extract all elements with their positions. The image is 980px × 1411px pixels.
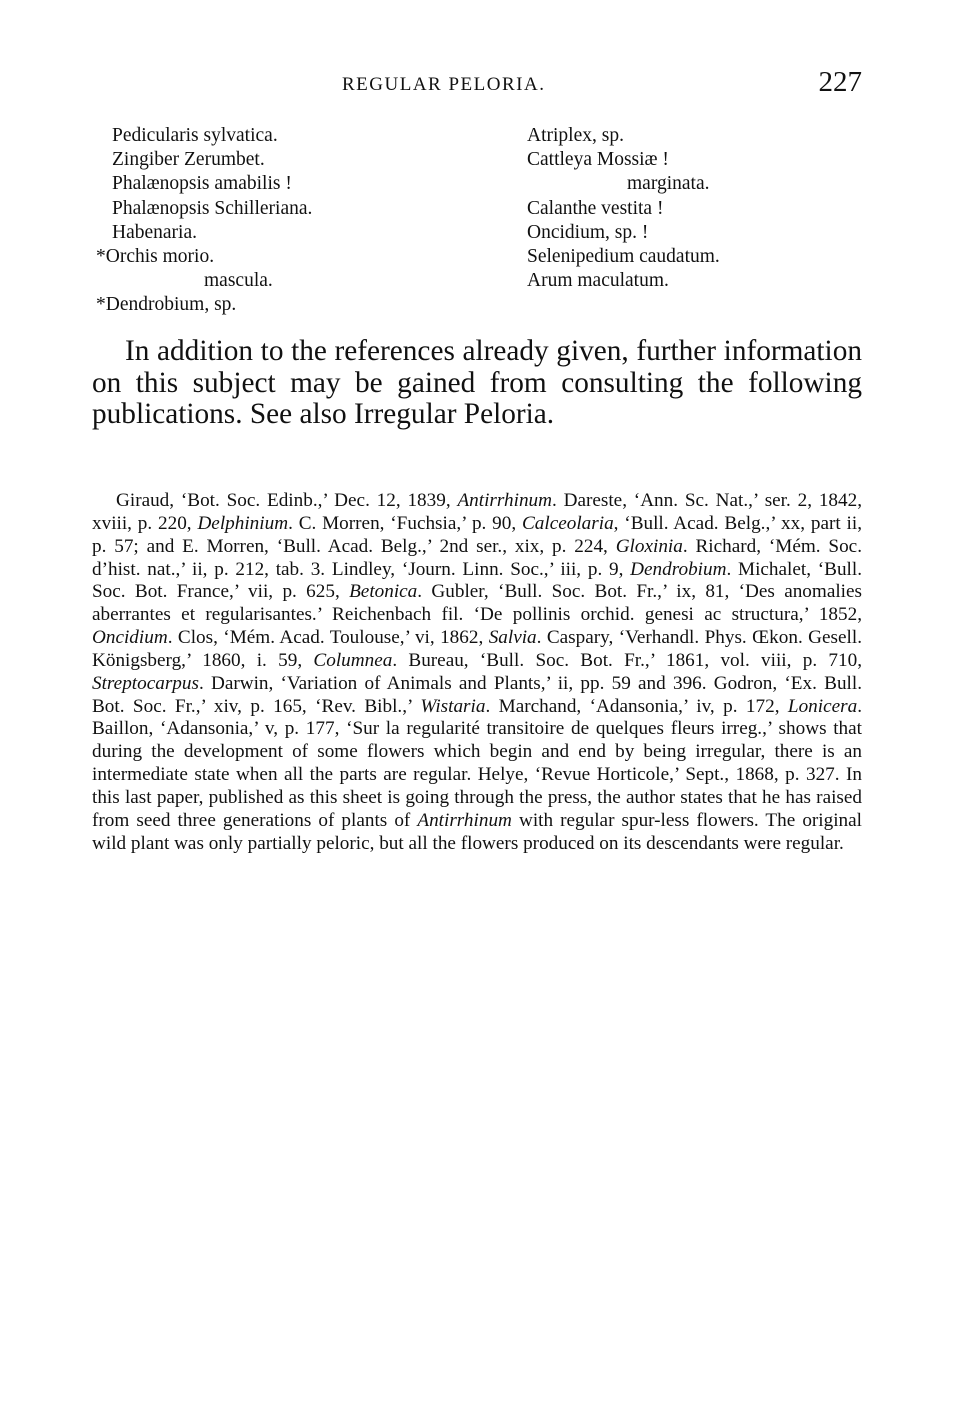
intro-paragraph: In addition to the references already given, further information on this subject may be gained from consulting the following publications. See also Irregular Peloria.	[92, 335, 862, 430]
species-entry: Atriplex, sp.	[527, 125, 624, 146]
species-column-right	[527, 124, 872, 293]
ref-text: . Bureau, ‘Bull. Soc. Bot. Fr.,’ 1861, vol. viii, p. 710,	[392, 649, 862, 671]
ref-italic: Calceolaria	[522, 512, 614, 534]
ref-text: . C. Morren, ‘Fuchsia,’ p. 90,	[288, 512, 522, 534]
ref-text: Giraud, ‘Bot. Soc. Edinb.,’ Dec. 12, 1839,	[116, 490, 458, 511]
ref-text: . Caspary, ‘Verhandl. Phys. Œkon. Gesell. Königsberg,’ 1860, i. 59,	[92, 627, 862, 671]
ref-text: . Clos, ‘Mém. Acad. Toulouse,’ vi, 1862,	[167, 627, 489, 649]
ref-italic: Streptocarpus	[92, 672, 199, 694]
ref-italic: Oncidium	[92, 627, 168, 649]
species-entry: marginata.	[627, 173, 710, 195]
references-paragraph	[92, 490, 862, 856]
species-entry: Selenipedium caudatum.	[527, 246, 720, 268]
species-entry: Arum maculatum.	[527, 270, 669, 292]
species-entry: Pedicularis sylvatica.	[112, 125, 278, 146]
ref-italic: Wistaria	[420, 695, 486, 717]
ref-text: , ‘Bull. Acad. Belg.,’ xx, part ii, p. 57; and E. Morren, ‘Bull. Acad. Belg.,’ 2nd ser., xix, p. 224,	[92, 512, 862, 557]
species-entry: Cattleya Mossiæ !	[527, 149, 669, 171]
ref-text: . Baillon, ‘Adansonia,’ v, p. 177, ‘Sur la regularité transitoire de quelques fleurs irreg.,’ shows that during the development of some flowers which begin and end by being irregular, there is an intermediate state when all the parts are regular. Helye, ‘Revue Horticole,’ Sept., 1868, p. 327. In this last paper, published as this sheet is going through the press, the author states that he has raised from seed three generations of plants of	[92, 695, 863, 831]
ref-italic: Columnea	[313, 649, 393, 671]
species-entry: Oncidium, sp. !	[527, 221, 649, 243]
species-entry: Phalænopsis Schilleriana.	[112, 197, 313, 219]
ref-italic: Antirrhinum	[417, 809, 512, 831]
species-entry: *Orchis morio.	[96, 246, 215, 268]
ref-text: . Darwin, ‘Variation of Animals and Plants,’ ii, pp. 59 and 396. Godron, ‘Ex. Bull. Bot. Soc. Fr.,’ xiv, p. 165, ‘Rev. Bibl.,’	[92, 672, 862, 717]
ref-italic: Delphinium	[197, 512, 289, 534]
species-entry: mascula.	[204, 270, 273, 292]
ref-text: . Michalet, ‘Bull. Soc. Bot. France,’ vii, p. 625,	[92, 558, 862, 603]
species-entry: Calanthe vestita !	[527, 197, 664, 219]
ref-italic: Betonica	[349, 581, 418, 603]
page-number: 227	[818, 66, 862, 98]
ref-italic: Antirrhinum	[457, 490, 552, 511]
species-entry: Phalænopsis amabilis !	[112, 173, 292, 195]
ref-text: . Marchand, ‘Adansonia,’ iv, p. 172,	[485, 695, 788, 717]
species-column-left	[96, 124, 492, 318]
ref-text: . Richard, ‘Mém. Soc. d’hist. nat.,’ ii, p. 212, tab. 3. Lindley, ‘Journ. Linn. Soc.,’ iii, p. 9,	[92, 535, 862, 580]
running-title: REGULAR PELORIA.	[342, 74, 546, 95]
running-head	[92, 68, 862, 104]
ref-text: with regular spur-less flowers. The original wild plant was only partially peloric, but all the flowers produced on its descendants were regular.	[92, 809, 863, 854]
ref-italic: Dendrobium	[630, 558, 727, 580]
ref-text: . Dareste, ‘Ann. Sc. Nat.,’ ser. 2, 1842, xviii, p. 220,	[92, 490, 862, 534]
ref-italic: Lonicera	[787, 695, 858, 717]
ref-text: . Gubler, ‘Bull. Soc. Bot. Fr.,’ ix, 81, ‘Des anomalies aberrantes et regularisantes.’ Reichenbach fil. ‘De pollinis orchid. genesi ac structura,’ 1852,	[92, 581, 862, 626]
ref-italic: Gloxinia	[615, 535, 683, 557]
species-entry: Zingiber Zerumbet.	[112, 149, 265, 171]
ref-italic: Salvia	[488, 627, 537, 649]
species-entry: Habenaria.	[112, 221, 197, 243]
species-entry: *Dendrobium, sp.	[96, 294, 237, 316]
